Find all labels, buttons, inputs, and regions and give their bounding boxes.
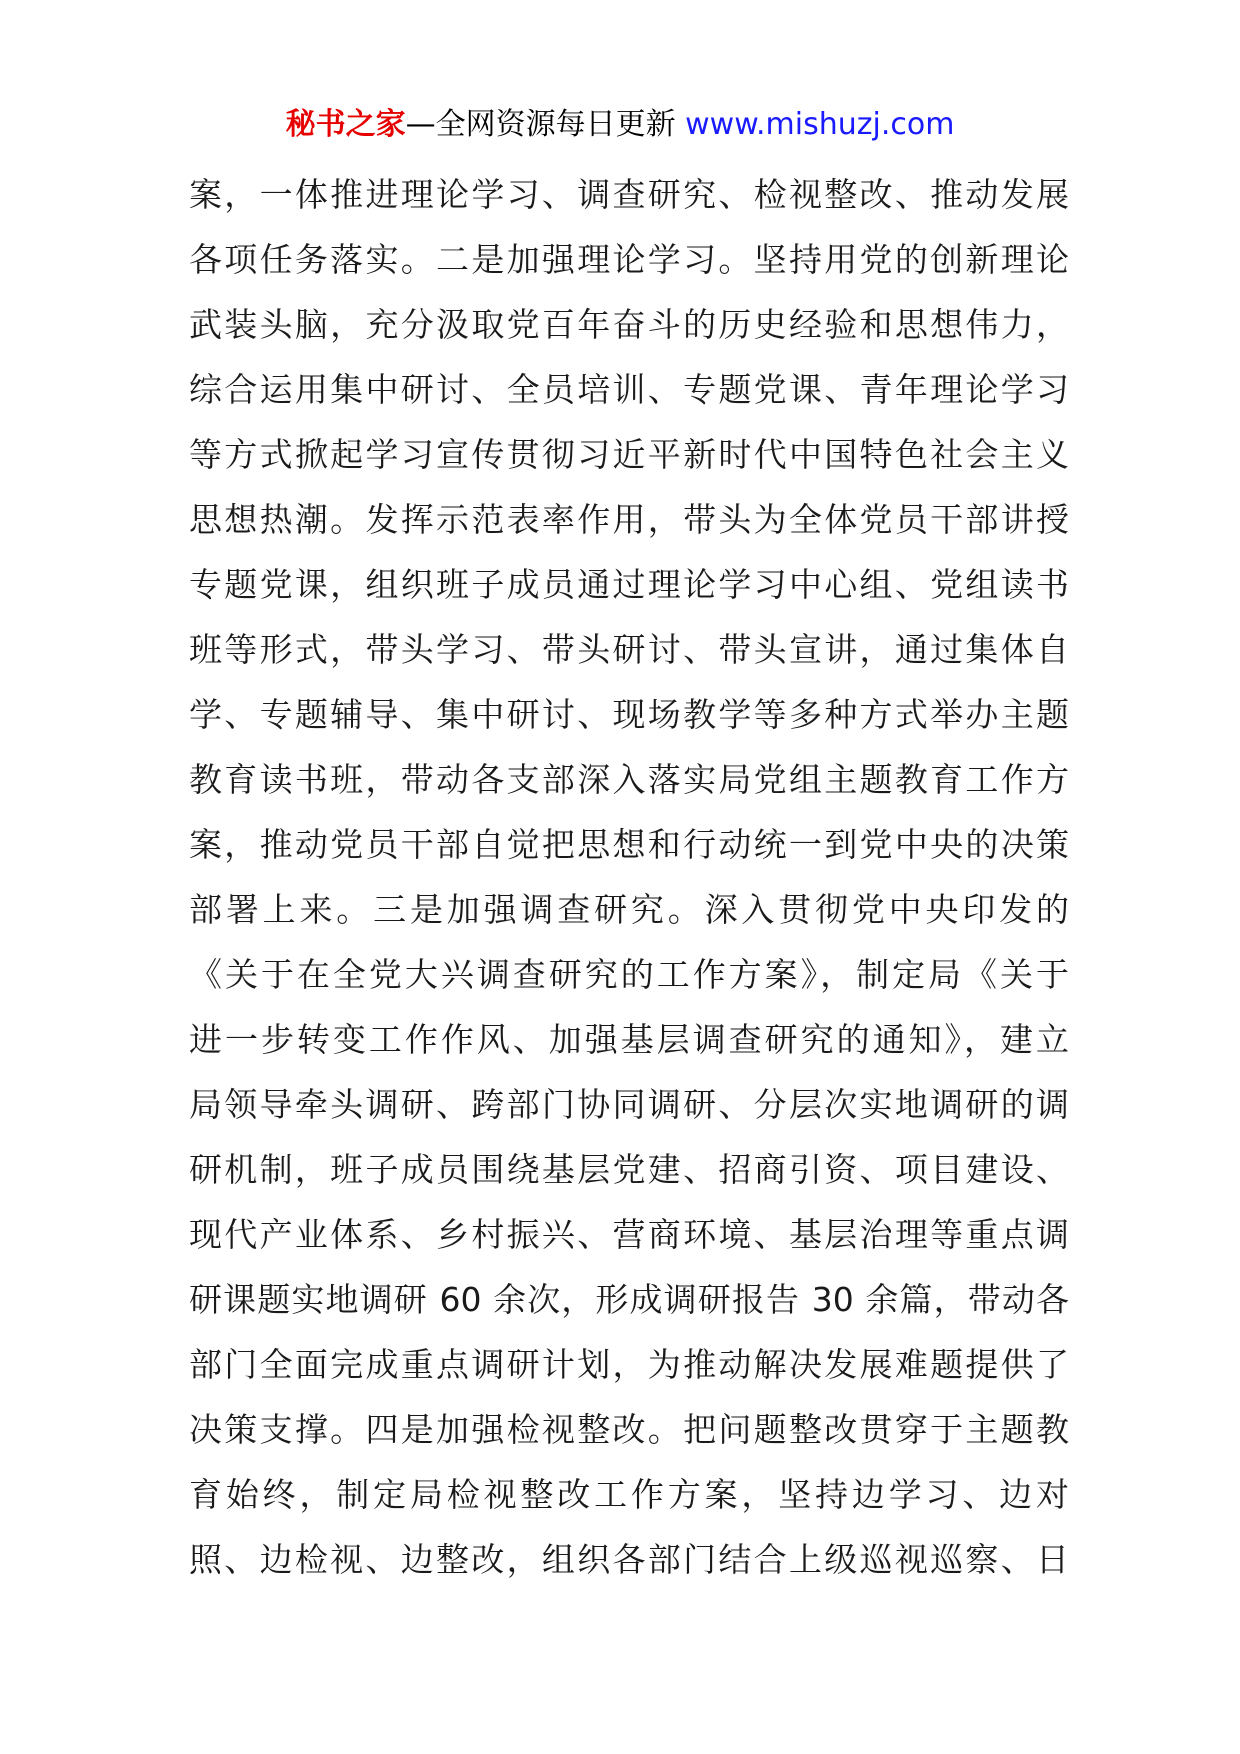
body-text [189, 162, 1069, 1592]
text-line: 等方式掀起学习宣传贯彻习近平新时代中国特色社会主义 [189, 435, 1069, 474]
text-line: 专题党课，组织班子成员通过理论学习中心组、党组读书 [189, 565, 1069, 604]
text-line: 照、边检视、边整改，组织各部门结合上级巡视巡察、日 [189, 1540, 1069, 1579]
text-line: 《关于在全党大兴调查研究的工作方案》，制定局《关于 [189, 955, 1069, 994]
text-line: 部门全面完成重点调研计划，为推动解决发展难题提供了 [189, 1345, 1069, 1384]
page-header [0, 100, 1240, 150]
text-line: 武装头脑，充分汲取党百年奋斗的历史经验和思想伟力， [189, 305, 1069, 344]
text-line: 案，推动党员干部自觉把思想和行动统一到党中央的决策 [189, 825, 1069, 864]
text-line: 育始终，制定局检视整改工作方案，坚持边学习、边对 [189, 1475, 1069, 1514]
text-line: 思想热潮。发挥示范表率作用，带头为全体党员干部讲授 [189, 500, 1069, 539]
text-line: 研机制，班子成员围绕基层党建、招商引资、项目建设、 [189, 1150, 1069, 1189]
text-line: 研课题实地调研 60 余次，形成调研报告 30 余篇，带动各 [189, 1280, 1069, 1319]
text-line: 班等形式，带头学习、带头研讨、带头宣讲，通过集体自 [189, 630, 1069, 669]
text-line: 教育读书班，带动各支部深入落实局党组主题教育工作方 [189, 760, 1069, 799]
text-line: 各项任务落实。二是加强理论学习。坚持用党的创新理论 [189, 240, 1069, 279]
text-line: 现代产业体系、乡村振兴、营商环境、基层治理等重点调 [189, 1215, 1069, 1254]
text-line: 进一步转变工作作风、加强基层调查研究的通知》，建立 [189, 1020, 1069, 1059]
text-line: 决策支撑。四是加强检视整改。把问题整改贯穿于主题教 [189, 1410, 1069, 1449]
brand-name: 秘书之家 [285, 107, 406, 142]
text-line: 学、专题辅导、集中研讨、现场教学等多种方式举办主题 [189, 695, 1069, 734]
header-tagline: —全网资源每日更新 [405, 107, 676, 142]
website-link[interactable]: www.mishuzj.com [685, 107, 955, 142]
text-line: 案，一体推进理论学习、调查研究、检视整改、推动发展 [189, 175, 1069, 214]
text-line: 部署上来。三是加强调查研究。深入贯彻党中央印发的 [189, 890, 1069, 929]
text-line: 局领导牵头调研、跨部门协同调研、分层次实地调研的调 [189, 1085, 1069, 1124]
text-line: 综合运用集中研讨、全员培训、专题党课、青年理论学习 [189, 370, 1069, 409]
